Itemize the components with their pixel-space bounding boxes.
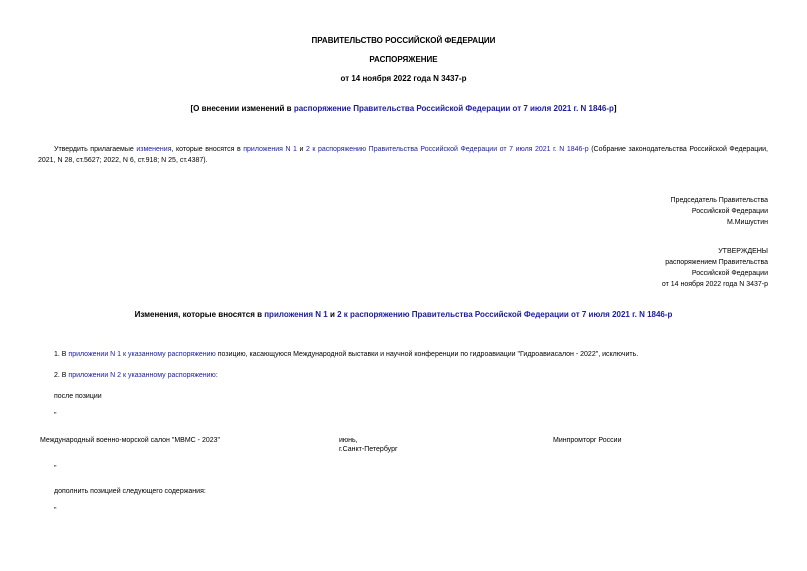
body-text-2: , которые вносятся в bbox=[171, 146, 244, 153]
item-2-colon: : bbox=[215, 372, 218, 379]
approval-approved: УТВЕРЖДЕНЫ bbox=[718, 248, 768, 255]
item-2 bbox=[54, 372, 218, 379]
item-1-number: 1. В bbox=[54, 351, 69, 358]
quote-mark-open: " bbox=[54, 412, 57, 419]
changes-title-text-2: и bbox=[327, 310, 338, 319]
changes-title-annex-2-link[interactable]: 2 к распоряжению Правительства Российской Федерации от 7 июля 2021 г. N 1846-р bbox=[337, 310, 673, 319]
body-paragraph bbox=[38, 144, 768, 166]
approval-by-order: распоряжением Правительства bbox=[665, 259, 768, 266]
supplement-label: дополнить позицией следующего содержания: bbox=[54, 488, 206, 495]
approval-date: от 14 ноября 2022 года N 3437-р bbox=[661, 281, 768, 288]
table-cell-organizer: Минпромторг России bbox=[553, 437, 622, 444]
document-type: РАСПОРЯЖЕНИЕ bbox=[369, 55, 438, 64]
subject-link[interactable]: распоряжение Правительства Российской Федерации от 7 июля 2021 г. N 1846-р bbox=[293, 104, 614, 113]
item-2-annex-link[interactable]: приложении N 2 к указанному распоряжению bbox=[68, 372, 216, 379]
changes-title bbox=[0, 310, 807, 319]
changes-title-annex-1-link[interactable]: приложения N 1 bbox=[264, 310, 328, 319]
body-text-4: (Собрание законодательства Российской Федерации, 2021, N 28, ст.5627; 2022, N 6, ст.918; N 25, ст.4387). bbox=[38, 146, 768, 164]
changes-title-text-1: Изменения, которые вносятся в bbox=[134, 310, 265, 319]
table-cell-month: июнь, bbox=[339, 437, 358, 444]
after-position-label: после позиции bbox=[54, 393, 102, 400]
annex-2-link[interactable]: 2 к распоряжению Правительства Российской Федерации от 7 июля 2021 г. N 1846-р bbox=[305, 146, 589, 153]
annex-1-link[interactable]: приложения N 1 bbox=[243, 146, 297, 153]
approval-country: Российской Федерации bbox=[691, 270, 768, 277]
signature-name: М.Мишустин bbox=[726, 219, 768, 226]
subject-open: [О внесении изменений в bbox=[190, 104, 294, 113]
signature-position: Председатель Правительства bbox=[670, 197, 768, 204]
item-1-text: позицию, касающуюся Международной выставки и научной конференции по гидроавиации "Гидроавиасалон - 2022", исключить. bbox=[215, 351, 639, 358]
table-cell-event: Международный военно-морской салон "МВМС - 2023" bbox=[40, 437, 220, 444]
body-text-3: и bbox=[296, 146, 306, 153]
item-1-annex-link[interactable]: приложении N 1 к указанному распоряжению bbox=[68, 351, 216, 358]
changes-link[interactable]: изменения bbox=[136, 146, 172, 153]
subject-close: ] bbox=[613, 104, 617, 113]
government-heading: ПРАВИТЕЛЬСТВО РОССИЙСКОЙ ФЕДЕРАЦИИ bbox=[311, 36, 496, 45]
quote-mark-supplement: " bbox=[54, 507, 57, 514]
body-text-1: Утвердить прилагаемые bbox=[54, 146, 137, 153]
document-date-number: от 14 ноября 2022 года N 3437-р bbox=[340, 74, 467, 83]
table-cell-city: г.Санкт-Петербург bbox=[339, 446, 398, 453]
document-subject bbox=[0, 104, 807, 113]
item-2-number: 2. В bbox=[54, 372, 69, 379]
quote-mark-close: " bbox=[54, 465, 57, 472]
item-1 bbox=[54, 351, 638, 358]
signature-country: Российской Федерации bbox=[691, 208, 768, 215]
